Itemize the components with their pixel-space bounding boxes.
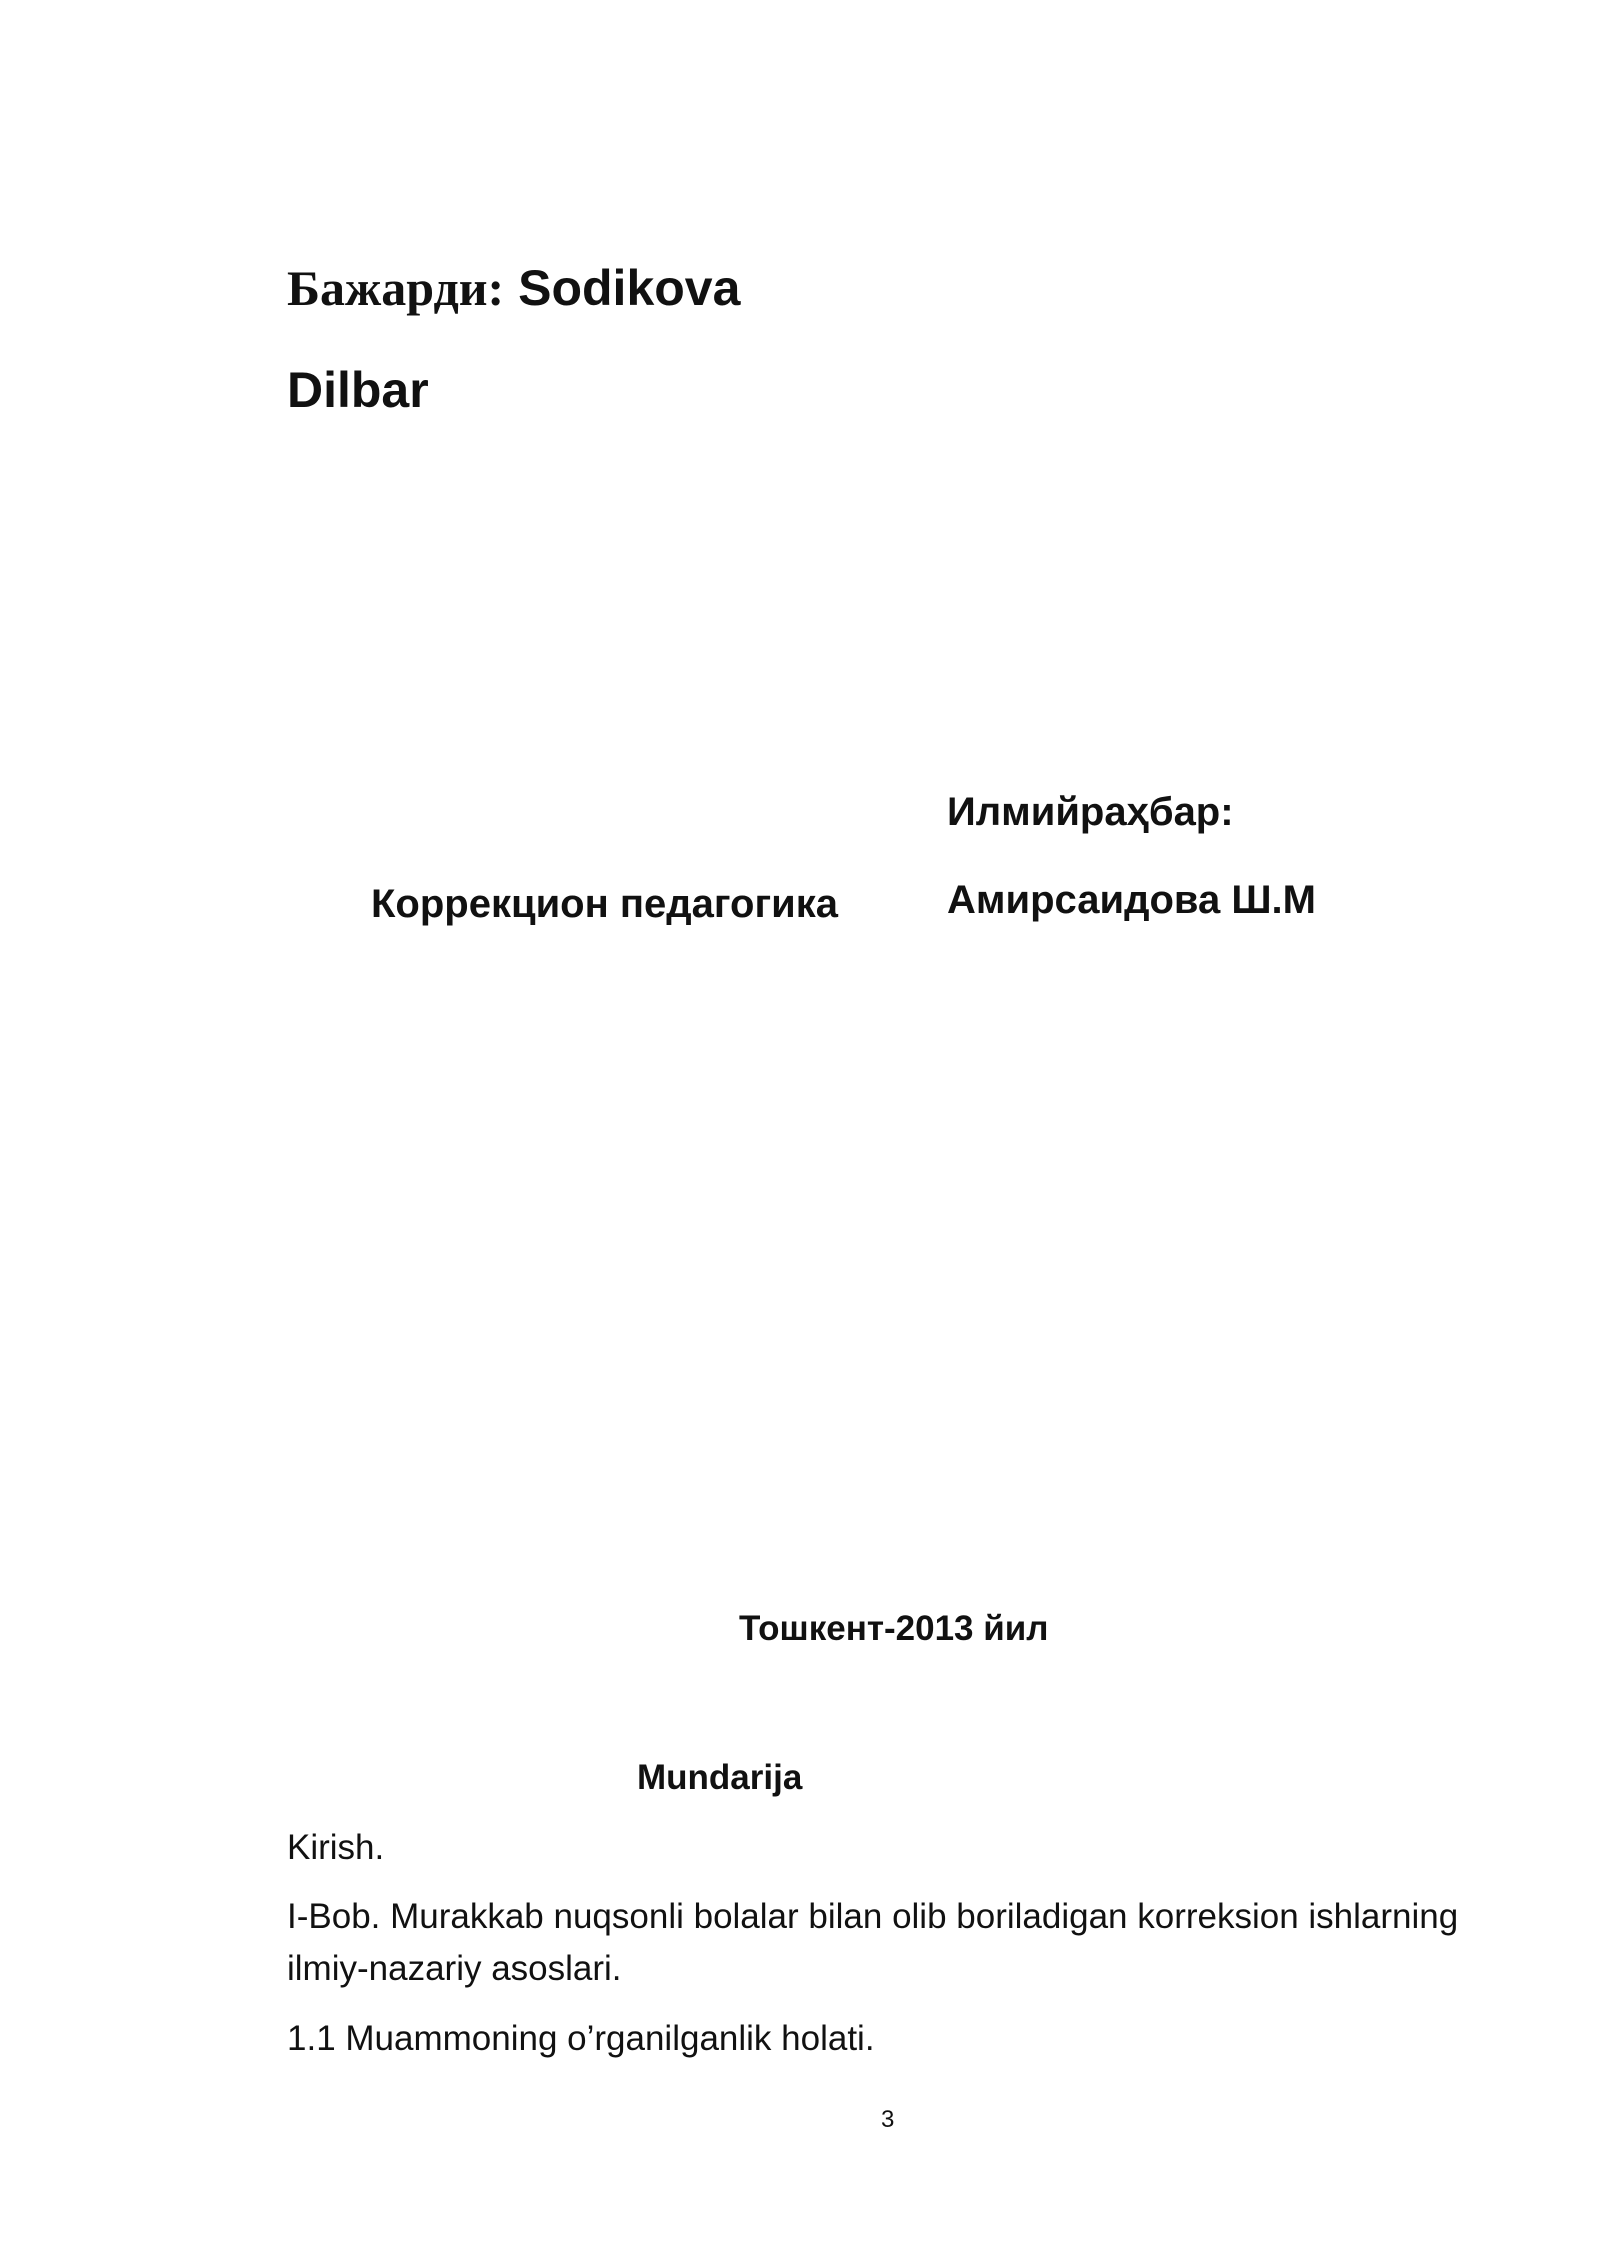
supervisor-label: Илмийраҳбар: [947,790,1234,834]
toc-item-intro: Kirish. [287,1828,385,1867]
author-first-name: Dilbar [287,362,429,418]
page-number: 3 [881,2106,895,2133]
author-line [287,258,740,318]
subject-title: Коррекцион педагогика [371,882,838,926]
toc-item-chapter-1-cont: ilmiy-nazariy asoslari. [287,1949,622,1988]
author-label: Бажарди: [287,260,505,316]
city-year: Тошкент-2013 йил [739,1609,1049,1648]
toc-item-1-1: 1.1 Muammoning o’rganilganlik holati. [287,2019,875,2058]
supervisor-name: Амирсаидова Ш.М [947,878,1316,922]
author-surname: Sodikova [518,260,741,316]
toc-title: Mundarija [637,1758,803,1797]
toc-item-chapter-1: I-Bob. Murakkab nuqsonli bolalar bilan olib boriladigan korreksion ishlarning [287,1897,1459,1936]
